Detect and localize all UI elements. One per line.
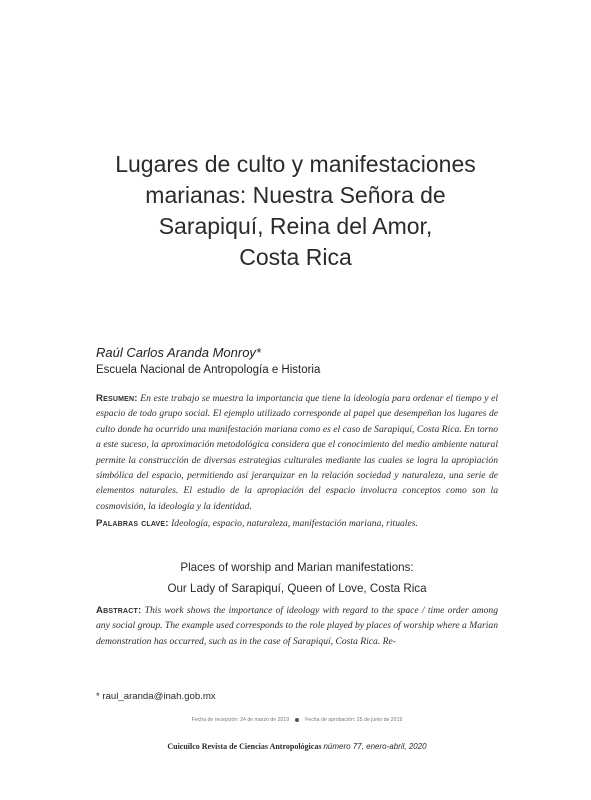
resumen-label: Resumen: [96,393,138,404]
abstract-paragraph [96,603,498,649]
journal-issue: número 77, enero-abril, 2020 [323,742,427,751]
abstract-text: This work shows the importance of ideology with regard to the space / time order among any social group. The example used corresponds to the role played by places of worship where a Marian demonstration has occurred, such as in the case of Sarapiquí, Costa Rica. Re- [96,605,498,647]
author-email-footnote: * raul_aranda@inah.gob.mx [96,691,216,702]
journal-name: Cuicuilco Revista de Ciencias Antropológicas [167,742,322,751]
approved-date: Fecha de aprobación: 25 de junio de 2019 [305,717,403,723]
english-title-line: Our Lady of Sarapiquí, Queen of Love, Costa Rica [167,582,427,595]
separator-dot [295,718,299,722]
title-line: Lugares de culto y manifestaciones [115,151,476,177]
article-title [60,149,531,273]
author-name: Raúl Carlos Aranda Monroy* [96,345,261,360]
english-title-line: Places of worship and Marian manifestations: [180,561,414,574]
title-line: Sarapiquí, Reina del Amor, [158,213,433,239]
keywords-text: Ideología, espacio, naturaleza, manifestación mariana, rituales. [171,518,418,529]
resumen-text: En este trabajo se muestra la importancia que tiene la ideología para ordenar el tiempo y el espacio de todo grupo social. El ejemplo utilizado corresponde al papel que desempeñan los lugares de culto donde ha ocurrido una manifestación mariana como es el caso de Sarapiquí, Costa Rica. En torno a este suceso, la aproximación metodológica considera que el conocimiento del medio ambiente natural permite la construcción de diversas estrategias culturales mediante las cuales se logra la apropiación simbólica del espacio, permitiendo así jerarquizar en la relación sociedad y naturaleza, una serie de elementos naturales. El estudio de la apropiación del espacio involucra conceptos como son la cosmovisión, la ideología y la identidad. [96,393,499,512]
title-line: Costa Rica [239,244,352,270]
author-affiliation: Escuela Nacional de Antropología e Historia [96,364,321,376]
keywords-label: Palabras clave: [96,518,169,529]
abstract-label: Abstract: [96,605,142,616]
resumen-paragraph [96,391,498,514]
received-date: Fecha de recepción: 24 de marzo de 2019 [191,717,290,723]
article-dates [96,717,498,723]
keywords-paragraph [96,516,498,531]
title-line: marianas: Nuestra Señora de [145,182,446,208]
english-title [96,557,498,599]
journal-footer [96,742,498,751]
